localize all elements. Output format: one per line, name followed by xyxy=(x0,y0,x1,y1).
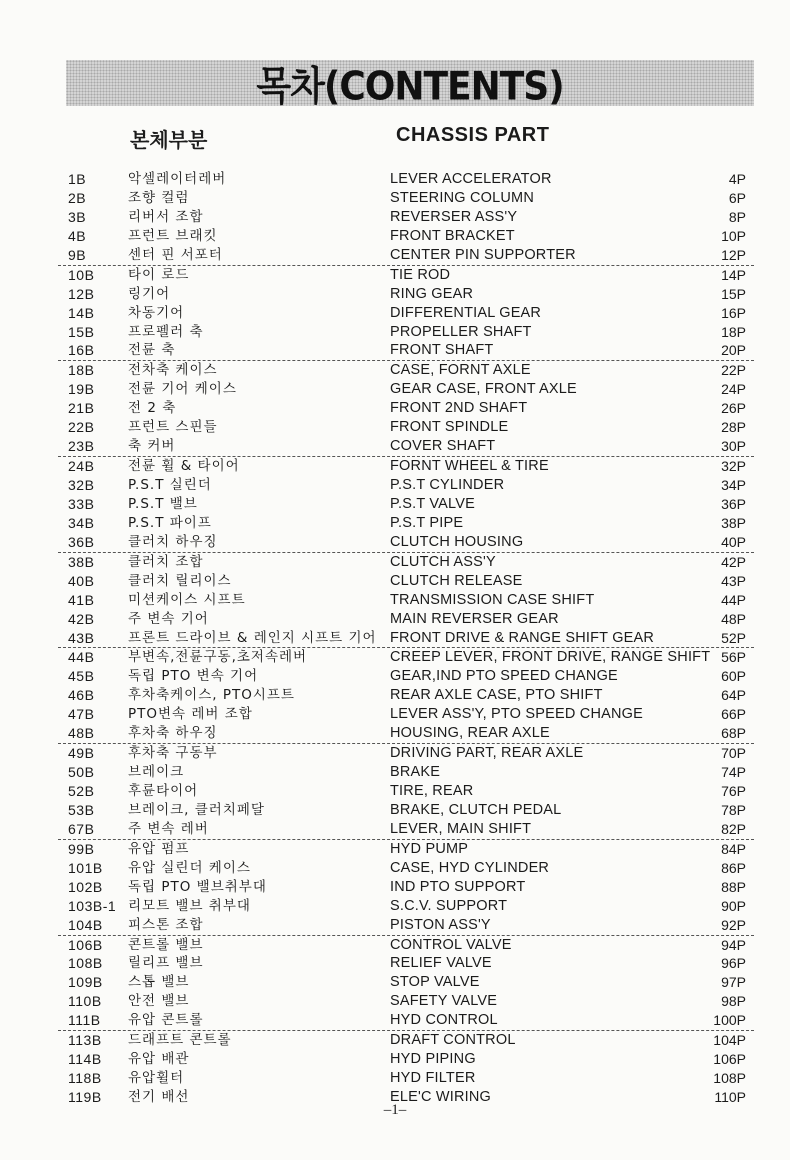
item-name-english: FRONT SHAFT xyxy=(390,342,494,359)
item-code: 34B xyxy=(68,514,95,531)
contents-row xyxy=(58,553,754,572)
contents-row xyxy=(58,399,754,418)
item-page: 56P xyxy=(721,649,746,666)
item-name-english: FRONT 2ND SHAFT xyxy=(390,400,528,417)
item-code: 3B xyxy=(68,208,87,225)
contents-row xyxy=(58,266,754,285)
contents-row xyxy=(58,572,754,591)
item-code: 21B xyxy=(68,400,95,417)
item-code: 10B xyxy=(68,266,95,283)
item-page: 43P xyxy=(721,572,746,589)
item-name-english: RING GEAR xyxy=(390,285,474,302)
item-name-english: FRONT DRIVE & RANGE SHIFT GEAR xyxy=(390,629,655,646)
contents-row xyxy=(58,227,754,246)
item-code: 1B xyxy=(68,171,87,187)
item-code: 52B xyxy=(68,783,95,799)
item-code: 42B xyxy=(68,610,95,627)
item-name-korean: 주 변속 레버 xyxy=(128,820,209,837)
item-name-english: MAIN REVERSER GEAR xyxy=(390,610,559,627)
item-page: 82P xyxy=(721,820,746,837)
item-page: 22P xyxy=(721,362,746,379)
item-name-english: CREEP LEVER, FRONT DRIVE, RANGE SHIFT xyxy=(390,649,711,666)
item-page: 94P xyxy=(721,936,746,953)
item-name-korean: 리버서 조합 xyxy=(128,208,204,225)
item-code: 110B xyxy=(68,993,102,1010)
item-name-english: CASE, HYD CYLINDER xyxy=(390,859,550,876)
item-name-korean: 콘트롤 밸브 xyxy=(128,936,204,953)
item-name-english: TRANSMISSION CASE SHIFT xyxy=(390,591,595,608)
item-name-english: HYD PUMP xyxy=(390,840,469,857)
item-name-korean: 클러치 하우징 xyxy=(128,533,218,550)
item-name-english: HYD CONTROL xyxy=(390,1012,498,1029)
item-name-korean: 부변속,전륜구동,초저속레버 xyxy=(128,649,308,666)
contents-row xyxy=(58,591,754,610)
item-page: 20P xyxy=(721,342,746,359)
item-page: 70P xyxy=(721,745,746,762)
item-name-english: PISTON ASS'Y xyxy=(390,916,491,933)
item-name-english: DRAFT CONTROL xyxy=(390,1032,516,1049)
item-name-english: COVER SHAFT xyxy=(390,438,496,455)
item-page: 32P xyxy=(721,458,746,475)
contents-row xyxy=(58,648,754,667)
item-name-korean: 릴리프 밸브 xyxy=(128,955,204,972)
item-name-korean: 스톱 밸브 xyxy=(128,974,190,991)
contents-row xyxy=(58,954,754,973)
item-code: 9B xyxy=(68,246,87,263)
item-name-korean: 주 변속 기어 xyxy=(128,610,209,627)
item-code: 18B xyxy=(68,362,95,379)
item-code: 102B xyxy=(68,878,103,895)
item-code: 16B xyxy=(68,342,95,359)
contents-row xyxy=(58,610,754,629)
item-name-korean: 전 2 축 xyxy=(128,400,177,417)
contents-row xyxy=(58,361,754,380)
item-code: 99B xyxy=(68,840,95,857)
contents-row xyxy=(58,1011,754,1031)
item-page: 84P xyxy=(721,840,746,857)
contents-row xyxy=(58,437,754,457)
item-page: 42P xyxy=(721,553,746,570)
item-page: 100P xyxy=(713,1012,746,1029)
item-name-korean: 차동기어 xyxy=(128,304,185,321)
item-page: 4P xyxy=(728,171,746,187)
item-name-korean: 전기 배선 xyxy=(128,1089,190,1105)
item-code: 14B xyxy=(68,304,95,321)
item-name-korean: 브레이크, 클러치페달 xyxy=(128,801,265,818)
item-name-korean: 유압휠터 xyxy=(128,1070,185,1087)
item-code: 114B xyxy=(68,1051,102,1068)
item-code: 4B xyxy=(68,227,87,244)
item-page: 6P xyxy=(728,189,746,206)
item-page: 18P xyxy=(721,323,746,340)
item-name-english: STOP VALVE xyxy=(390,974,480,991)
item-page: 110P xyxy=(714,1089,746,1105)
item-code: 106B xyxy=(68,936,103,953)
item-page: 60P xyxy=(721,668,746,685)
item-code: 47B xyxy=(68,706,95,723)
item-name-english: BRAKE xyxy=(390,764,441,781)
item-code: 101B xyxy=(68,859,103,876)
item-page: 52P xyxy=(721,629,746,646)
item-name-korean: 후륜타이어 xyxy=(128,783,199,799)
item-name-korean: PTO변속 레버 조합 xyxy=(128,706,253,723)
item-name-english: TIRE, REAR xyxy=(390,783,474,799)
item-name-korean: P.S.T 파이프 xyxy=(128,514,212,531)
item-page: 15P xyxy=(721,285,746,302)
item-page: 78P xyxy=(721,801,746,818)
item-page: 40P xyxy=(721,533,746,550)
contents-row xyxy=(58,763,754,782)
item-name-english: FRONT SPINDLE xyxy=(390,419,509,436)
contents-row xyxy=(58,476,754,495)
item-name-english: HYD PIPING xyxy=(390,1051,476,1068)
item-name-english: BRAKE, CLUTCH PEDAL xyxy=(390,801,562,818)
item-page: 96P xyxy=(721,955,746,972)
contents-row xyxy=(58,170,754,189)
item-name-english: GEAR CASE, FRONT AXLE xyxy=(390,381,577,398)
item-page: 24P xyxy=(721,381,746,398)
item-name-korean: 프론트 드라이브 & 레인지 시프트 기어 xyxy=(128,629,377,646)
contents-row xyxy=(58,686,754,705)
item-page: 8P xyxy=(728,208,746,225)
contents-row xyxy=(58,782,754,801)
contents-row xyxy=(58,724,754,744)
item-page: 16P xyxy=(721,304,746,321)
item-name-english: SAFETY VALVE xyxy=(390,993,498,1010)
item-code: 46B xyxy=(68,687,95,704)
contents-row xyxy=(58,801,754,820)
item-page: 74P xyxy=(721,764,746,781)
item-name-korean: 피스톤 조합 xyxy=(128,916,204,933)
item-name-english: P.S.T PIPE xyxy=(390,514,464,531)
item-name-korean: 축 커버 xyxy=(128,438,176,455)
item-page: 34P xyxy=(721,477,746,493)
contents-row xyxy=(58,840,754,859)
item-page: 98P xyxy=(721,993,746,1010)
contents-row xyxy=(58,514,754,533)
item-code: 103B-1 xyxy=(68,897,117,914)
item-code: 38B xyxy=(68,553,95,570)
item-name-english: CLUTCH RELEASE xyxy=(390,572,523,589)
item-code: 43B xyxy=(68,629,95,646)
title-banner xyxy=(66,60,754,109)
item-name-korean: P.S.T 실린더 xyxy=(128,477,212,493)
item-name-english: RELIEF VALVE xyxy=(390,955,492,972)
item-name-korean: P.S.T 밸브 xyxy=(128,495,198,512)
item-name-korean: 리모트 밸브 취부대 xyxy=(128,897,251,914)
item-name-korean: 프로펠러 축 xyxy=(128,323,204,340)
item-code: 15B xyxy=(68,323,95,340)
item-name-english: REVERSER ASS'Y xyxy=(390,208,518,225)
contents-row xyxy=(58,457,754,476)
item-page: 76P xyxy=(721,783,746,799)
item-name-korean: 유압 실린더 케이스 xyxy=(128,859,251,876)
contents-row xyxy=(58,246,754,266)
item-page: 64P xyxy=(721,687,746,704)
item-page: 38P xyxy=(721,514,746,531)
item-code: 111B xyxy=(68,1012,101,1029)
item-name-english: CONTROL VALVE xyxy=(390,936,512,953)
item-page: 36P xyxy=(721,495,746,512)
item-code: 104B xyxy=(68,916,103,933)
item-page: 14P xyxy=(721,266,746,283)
contents-row xyxy=(58,1050,754,1069)
contents-row xyxy=(58,705,754,724)
item-code: 67B xyxy=(68,820,95,837)
item-name-english: REAR AXLE CASE, PTO SHIFT xyxy=(390,687,603,704)
contents-row xyxy=(58,973,754,992)
item-name-english: P.S.T CYLINDER xyxy=(390,477,505,493)
item-name-korean: 후차축 구동부 xyxy=(128,745,218,762)
item-page: 28P xyxy=(721,419,746,436)
item-code: 118B xyxy=(68,1070,102,1087)
item-name-korean: 클러치 조합 xyxy=(128,553,204,570)
contents-row xyxy=(58,629,754,649)
item-name-english: CLUTCH HOUSING xyxy=(390,533,524,550)
contents-row xyxy=(58,495,754,514)
contents-row xyxy=(58,208,754,227)
section-header-english: CHASSIS PART xyxy=(396,124,550,146)
contents-table xyxy=(58,170,754,1107)
item-page: 68P xyxy=(721,725,746,742)
item-code: 2B xyxy=(68,189,87,206)
item-code: 50B xyxy=(68,764,95,781)
contents-row xyxy=(58,859,754,878)
page-number: –1– xyxy=(383,1102,407,1118)
item-code: 36B xyxy=(68,533,95,550)
item-name-english: CENTER PIN SUPPORTER xyxy=(390,246,576,263)
item-name-english: FRONT BRACKET xyxy=(390,227,515,244)
item-name-english: DRIVING PART, REAR AXLE xyxy=(390,745,584,762)
item-code: 22B xyxy=(68,419,95,436)
item-code: 40B xyxy=(68,572,95,589)
item-name-korean: 후차축 하우징 xyxy=(128,725,218,742)
contents-row xyxy=(58,189,754,208)
item-page: 97P xyxy=(721,974,746,991)
item-name-korean: 미션케이스 시프트 xyxy=(128,591,246,608)
item-name-english: CASE, FORNT AXLE xyxy=(390,362,531,379)
item-code: 19B xyxy=(68,381,95,398)
item-name-english: LEVER ASS'Y, PTO SPEED CHANGE xyxy=(390,706,644,723)
item-name-korean: 프런트 브래킷 xyxy=(128,227,218,244)
item-name-english: DIFFERENTIAL GEAR xyxy=(390,304,542,321)
item-code: 24B xyxy=(68,458,95,475)
contents-row xyxy=(58,936,754,955)
contents-row xyxy=(58,878,754,897)
section-header-korean: 본체부분 xyxy=(130,128,208,152)
item-name-english: FORNT WHEEL & TIRE xyxy=(390,458,549,475)
item-name-korean: 독립 PTO 변속 기어 xyxy=(128,668,259,685)
item-name-english: STEERING COLUMN xyxy=(390,189,534,206)
item-code: 33B xyxy=(68,495,95,512)
item-name-korean: 유압 배관 xyxy=(128,1051,190,1068)
item-name-korean: 유압 펌프 xyxy=(128,840,190,857)
item-name-english: HYD FILTER xyxy=(390,1070,476,1087)
item-code: 45B xyxy=(68,668,95,685)
item-name-english: LEVER, MAIN SHIFT xyxy=(390,820,532,837)
item-page: 30P xyxy=(721,438,746,455)
item-name-korean: 전륜 휠 & 타이어 xyxy=(128,458,240,475)
item-name-english: PROPELLER SHAFT xyxy=(390,323,532,340)
item-page: 104P xyxy=(713,1032,746,1049)
item-name-english: LEVER ACCELERATOR xyxy=(390,171,552,187)
contents-row xyxy=(58,992,754,1011)
item-name-korean: 악셀레이터레버 xyxy=(128,171,227,187)
item-name-korean: 드래프트 콘트롤 xyxy=(128,1032,232,1049)
item-code: 49B xyxy=(68,745,95,762)
contents-row xyxy=(58,744,754,763)
contents-row xyxy=(58,341,754,361)
item-name-korean: 조향 컬럼 xyxy=(128,189,190,206)
item-page: 108P xyxy=(713,1070,746,1087)
item-page: 48P xyxy=(721,610,746,627)
item-name-english: IND PTO SUPPORT xyxy=(390,878,526,895)
contents-row xyxy=(58,285,754,304)
item-name-korean: 안전 밸브 xyxy=(128,993,190,1010)
contents-row xyxy=(58,1069,754,1088)
item-name-korean: 링기어 xyxy=(128,285,171,302)
contents-row xyxy=(58,1031,754,1050)
item-name-english: TIE ROD xyxy=(390,266,451,283)
item-code: 113B xyxy=(68,1032,102,1049)
contents-row xyxy=(58,533,754,553)
item-page: 106P xyxy=(713,1051,746,1068)
item-code: 12B xyxy=(68,285,95,302)
item-page: 12P xyxy=(721,246,746,263)
item-code: 53B xyxy=(68,801,95,818)
item-name-korean: 후차축케이스, PTO시프트 xyxy=(128,687,295,704)
contents-row xyxy=(58,820,754,840)
item-code: 44B xyxy=(68,649,95,666)
item-name-korean: 전차축 케이스 xyxy=(128,362,218,379)
item-name-korean: 타이 로드 xyxy=(128,266,190,283)
item-name-korean: 독립 PTO 밸브취부대 xyxy=(128,878,267,895)
item-page: 10P xyxy=(721,227,746,244)
item-name-english: GEAR,IND PTO SPEED CHANGE xyxy=(390,668,618,685)
item-code: 108B xyxy=(68,955,103,972)
item-name-korean: 유압 콘트롤 xyxy=(128,1012,204,1029)
item-name-korean: 클러치 릴리이스 xyxy=(128,572,232,589)
item-name-english: HOUSING, REAR AXLE xyxy=(390,725,550,742)
contents-row xyxy=(58,380,754,399)
contents-row xyxy=(58,304,754,323)
item-code: 119B xyxy=(68,1089,102,1105)
item-name-english: ELE'C WIRING xyxy=(390,1089,492,1105)
item-name-korean: 전륜 축 xyxy=(128,342,176,359)
page-title: 목차(CONTENTS) xyxy=(256,63,564,109)
item-page: 92P xyxy=(721,916,746,933)
item-name-english: CLUTCH ASS'Y xyxy=(390,553,496,570)
item-name-korean: 센터 핀 서포터 xyxy=(128,246,223,263)
item-code: 48B xyxy=(68,725,95,742)
item-page: 86P xyxy=(721,859,746,876)
item-code: 109B xyxy=(68,974,103,991)
contents-row xyxy=(58,323,754,342)
contents-row xyxy=(58,916,754,936)
item-page: 26P xyxy=(721,400,746,417)
item-code: 41B xyxy=(68,591,95,608)
item-page: 90P xyxy=(721,897,746,914)
item-code: 32B xyxy=(68,477,95,493)
item-name-korean: 전륜 기어 케이스 xyxy=(128,381,237,398)
item-name-english: S.C.V. SUPPORT xyxy=(390,897,508,914)
contents-row xyxy=(58,418,754,437)
item-page: 66P xyxy=(721,706,746,723)
item-code: 23B xyxy=(68,438,95,455)
item-page: 44P xyxy=(721,591,746,608)
item-name-korean: 브레이크 xyxy=(128,764,185,781)
item-page: 88P xyxy=(721,878,746,895)
item-name-korean: 프런트 스핀들 xyxy=(128,419,218,436)
contents-row xyxy=(58,667,754,686)
item-name-english: P.S.T VALVE xyxy=(390,495,475,512)
contents-row xyxy=(58,897,754,916)
